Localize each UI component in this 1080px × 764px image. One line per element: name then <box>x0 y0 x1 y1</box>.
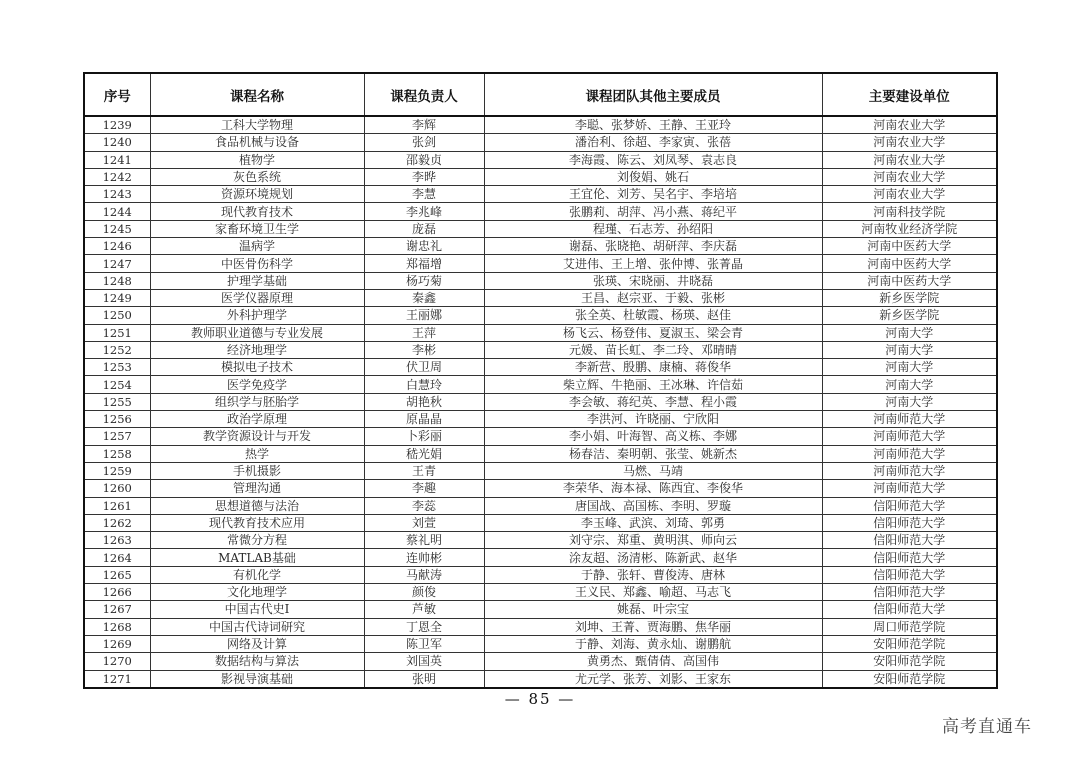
cell-index: 1258 <box>84 445 150 462</box>
table-row <box>84 116 997 134</box>
table-row <box>84 497 997 514</box>
cell-team-members: 李会敏、蒋纪英、李慧、程小霞 <box>484 393 822 410</box>
cell-index: 1267 <box>84 601 150 618</box>
cell-institution: 河南科技学院 <box>822 203 997 220</box>
cell-index: 1244 <box>84 203 150 220</box>
cell-team-members: 王义民、郑鑫、喻超、马志飞 <box>484 584 822 601</box>
table-row <box>84 462 997 479</box>
cell-index: 1271 <box>84 670 150 688</box>
table-row <box>84 549 997 566</box>
cell-team-members: 艾进伟、王上增、张仲博、张菁晶 <box>484 255 822 272</box>
cell-course-name: 常微分方程 <box>150 532 364 549</box>
cell-index: 1246 <box>84 238 150 255</box>
table-row <box>84 393 997 410</box>
header-course-name: 课程名称 <box>150 73 364 116</box>
cell-index: 1243 <box>84 186 150 203</box>
table-row <box>84 359 997 376</box>
cell-institution: 信阳师范大学 <box>822 514 997 531</box>
cell-team-members: 涂友超、汤清彬、陈新武、赵华 <box>484 549 822 566</box>
table-row <box>84 670 997 688</box>
cell-index: 1241 <box>84 151 150 168</box>
table-row <box>84 255 997 272</box>
cell-course-name: MATLAB基础 <box>150 549 364 566</box>
cell-index: 1261 <box>84 497 150 514</box>
cell-institution: 河南中医药大学 <box>822 238 997 255</box>
cell-institution: 河南师范大学 <box>822 462 997 479</box>
cell-institution: 河南中医药大学 <box>822 255 997 272</box>
cell-institution: 河南农业大学 <box>822 186 997 203</box>
table-row <box>84 411 997 428</box>
cell-course-lead: 杨巧菊 <box>364 272 484 289</box>
cell-course-lead: 嵇光娟 <box>364 445 484 462</box>
cell-course-name: 组织学与胚胎学 <box>150 393 364 410</box>
cell-institution: 河南大学 <box>822 359 997 376</box>
cell-index: 1265 <box>84 566 150 583</box>
cell-course-lead: 郑福增 <box>364 255 484 272</box>
cell-index: 1253 <box>84 359 150 376</box>
watermark-text: 高考直通车 <box>942 717 1032 737</box>
cell-course-name: 资源环境规划 <box>150 186 364 203</box>
cell-institution: 信阳师范大学 <box>822 532 997 549</box>
table-row <box>84 566 997 583</box>
cell-team-members: 张鹏莉、胡萍、冯小燕、蒋纪平 <box>484 203 822 220</box>
cell-index: 1263 <box>84 532 150 549</box>
table-row <box>84 324 997 341</box>
table-row <box>84 289 997 306</box>
cell-institution: 河南农业大学 <box>822 168 997 185</box>
cell-course-lead: 伏卫周 <box>364 359 484 376</box>
cell-team-members: 程瑾、石志芳、孙绍阳 <box>484 220 822 237</box>
cell-course-lead: 邵毅贞 <box>364 151 484 168</box>
cell-course-name: 植物学 <box>150 151 364 168</box>
table-row <box>84 618 997 635</box>
cell-course-name: 中国古代诗词研究 <box>150 618 364 635</box>
cell-index: 1248 <box>84 272 150 289</box>
course-table-container <box>83 72 998 689</box>
cell-team-members: 姚磊、叶宗宝 <box>484 601 822 618</box>
cell-course-name: 现代教育技术应用 <box>150 514 364 531</box>
cell-course-name: 医学免疫学 <box>150 376 364 393</box>
cell-course-lead: 颜俊 <box>364 584 484 601</box>
cell-course-name: 现代教育技术 <box>150 203 364 220</box>
table-row <box>84 203 997 220</box>
table-header <box>84 73 997 116</box>
cell-institution: 安阳师范学院 <box>822 635 997 652</box>
table-row <box>84 653 997 670</box>
cell-team-members: 李洪河、许晓丽、宁欣阳 <box>484 411 822 428</box>
table-row <box>84 635 997 652</box>
cell-institution: 河南农业大学 <box>822 134 997 151</box>
cell-course-lead: 丁恩全 <box>364 618 484 635</box>
cell-team-members: 刘俊娟、姚石 <box>484 168 822 185</box>
cell-team-members: 刘守宗、郑重、黄明淇、师向云 <box>484 532 822 549</box>
cell-team-members: 李海霞、陈云、刘凤琴、袁志良 <box>484 151 822 168</box>
header-course-lead: 课程负责人 <box>364 73 484 116</box>
cell-team-members: 马燃、马靖 <box>484 462 822 479</box>
cell-course-lead: 刘萱 <box>364 514 484 531</box>
cell-institution: 周口师范学院 <box>822 618 997 635</box>
cell-course-name: 影视导演基础 <box>150 670 364 688</box>
cell-course-lead: 芦敏 <box>364 601 484 618</box>
cell-course-name: 文化地理学 <box>150 584 364 601</box>
cell-index: 1256 <box>84 411 150 428</box>
cell-index: 1245 <box>84 220 150 237</box>
cell-course-lead: 李趣 <box>364 480 484 497</box>
table-row <box>84 341 997 358</box>
cell-course-name: 网络及计算 <box>150 635 364 652</box>
table-row <box>84 307 997 324</box>
table-row <box>84 601 997 618</box>
cell-course-name: 教学资源设计与开发 <box>150 428 364 445</box>
cell-course-name: 护理学基础 <box>150 272 364 289</box>
table-row <box>84 186 997 203</box>
cell-course-lead: 张明 <box>364 670 484 688</box>
cell-institution: 河南师范大学 <box>822 480 997 497</box>
cell-course-lead: 王萍 <box>364 324 484 341</box>
cell-course-name: 温病学 <box>150 238 364 255</box>
table-row <box>84 151 997 168</box>
cell-course-lead: 白慧玲 <box>364 376 484 393</box>
cell-institution: 河南师范大学 <box>822 428 997 445</box>
cell-course-name: 灰色系统 <box>150 168 364 185</box>
header-team-members: 课程团队其他主要成员 <box>484 73 822 116</box>
cell-index: 1262 <box>84 514 150 531</box>
cell-index: 1259 <box>84 462 150 479</box>
cell-course-lead: 谢忠礼 <box>364 238 484 255</box>
cell-institution: 安阳师范学院 <box>822 670 997 688</box>
cell-team-members: 张全英、杜敏霞、杨瑛、赵佳 <box>484 307 822 324</box>
table-row <box>84 428 997 445</box>
cell-course-name: 中国古代史I <box>150 601 364 618</box>
cell-institution: 河南师范大学 <box>822 445 997 462</box>
cell-team-members: 杨春洁、秦明朝、张莹、姚新杰 <box>484 445 822 462</box>
cell-team-members: 黄勇杰、甄倩倩、高国伟 <box>484 653 822 670</box>
cell-team-members: 李小娟、叶海智、高义栋、李娜 <box>484 428 822 445</box>
cell-institution: 河南牧业经济学院 <box>822 220 997 237</box>
cell-team-members: 王昌、赵宗亚、于毅、张彬 <box>484 289 822 306</box>
cell-course-lead: 王青 <box>364 462 484 479</box>
cell-course-lead: 李彬 <box>364 341 484 358</box>
cell-course-name: 手机摄影 <box>150 462 364 479</box>
cell-team-members: 于静、张轩、曹俊涛、唐林 <box>484 566 822 583</box>
cell-course-name: 医学仪器原理 <box>150 289 364 306</box>
cell-course-lead: 胡艳秋 <box>364 393 484 410</box>
cell-course-name: 中医骨伤科学 <box>150 255 364 272</box>
cell-institution: 河南大学 <box>822 393 997 410</box>
cell-index: 1260 <box>84 480 150 497</box>
cell-course-name: 模拟电子技术 <box>150 359 364 376</box>
cell-institution: 河南师范大学 <box>822 411 997 428</box>
cell-institution: 信阳师范大学 <box>822 549 997 566</box>
cell-index: 1251 <box>84 324 150 341</box>
cell-institution: 信阳师范大学 <box>822 497 997 514</box>
cell-team-members: 谢磊、张晓艳、胡研萍、李庆磊 <box>484 238 822 255</box>
cell-team-members: 刘坤、王菁、贾海鹏、焦华丽 <box>484 618 822 635</box>
table-row <box>84 480 997 497</box>
cell-course-lead: 张剑 <box>364 134 484 151</box>
table-row <box>84 168 997 185</box>
table-row <box>84 220 997 237</box>
cell-team-members: 李玉峰、武滨、刘琦、郭勇 <box>484 514 822 531</box>
cell-team-members: 张瑛、宋晓丽、井晓磊 <box>484 272 822 289</box>
cell-course-lead: 原晶晶 <box>364 411 484 428</box>
cell-course-name: 政治学原理 <box>150 411 364 428</box>
cell-index: 1264 <box>84 549 150 566</box>
cell-team-members: 尤元学、张芳、刘影、王家东 <box>484 670 822 688</box>
cell-index: 1247 <box>84 255 150 272</box>
header-index: 序号 <box>84 73 150 116</box>
cell-course-name: 家畜环境卫生学 <box>150 220 364 237</box>
cell-course-name: 思想道德与法治 <box>150 497 364 514</box>
course-table <box>83 72 998 689</box>
cell-institution: 河南农业大学 <box>822 116 997 134</box>
cell-institution: 新乡医学院 <box>822 307 997 324</box>
cell-team-members: 唐国战、高国栋、李明、罗璇 <box>484 497 822 514</box>
cell-index: 1254 <box>84 376 150 393</box>
cell-course-name: 热学 <box>150 445 364 462</box>
cell-index: 1255 <box>84 393 150 410</box>
cell-course-lead: 陈卫军 <box>364 635 484 652</box>
cell-institution: 河南大学 <box>822 376 997 393</box>
cell-institution: 河南中医药大学 <box>822 272 997 289</box>
cell-team-members: 元媛、苗长虹、李二玲、邓晴晴 <box>484 341 822 358</box>
header-institution: 主要建设单位 <box>822 73 997 116</box>
cell-index: 1257 <box>84 428 150 445</box>
table-row <box>84 134 997 151</box>
cell-index: 1266 <box>84 584 150 601</box>
cell-course-lead: 马献涛 <box>364 566 484 583</box>
cell-institution: 信阳师范大学 <box>822 601 997 618</box>
cell-index: 1240 <box>84 134 150 151</box>
cell-course-name: 数据结构与算法 <box>150 653 364 670</box>
table-row <box>84 584 997 601</box>
cell-team-members: 王宜伦、刘芳、吴名宇、李培培 <box>484 186 822 203</box>
cell-course-lead: 王丽娜 <box>364 307 484 324</box>
cell-course-lead: 刘国英 <box>364 653 484 670</box>
cell-course-name: 外科护理学 <box>150 307 364 324</box>
cell-course-lead: 李辉 <box>364 116 484 134</box>
table-row <box>84 238 997 255</box>
cell-index: 1269 <box>84 635 150 652</box>
cell-course-lead: 庞磊 <box>364 220 484 237</box>
cell-institution: 河南大学 <box>822 324 997 341</box>
cell-index: 1249 <box>84 289 150 306</box>
table-row <box>84 445 997 462</box>
table-row <box>84 514 997 531</box>
cell-institution: 安阳师范学院 <box>822 653 997 670</box>
cell-course-lead: 蔡礼明 <box>364 532 484 549</box>
cell-team-members: 李荣华、海本禄、陈西宜、李俊华 <box>484 480 822 497</box>
cell-index: 1242 <box>84 168 150 185</box>
table-body <box>84 116 997 688</box>
cell-course-lead: 李蕊 <box>364 497 484 514</box>
page-number: — 85 — <box>504 690 576 708</box>
cell-team-members: 于静、刘海、黄永灿、谢鹏航 <box>484 635 822 652</box>
cell-course-name: 经济地理学 <box>150 341 364 358</box>
cell-team-members: 李聪、张梦娇、王静、王亚玲 <box>484 116 822 134</box>
cell-course-lead: 连帅彬 <box>364 549 484 566</box>
cell-course-lead: 李晔 <box>364 168 484 185</box>
cell-course-lead: 李兆峰 <box>364 203 484 220</box>
cell-course-name: 有机化学 <box>150 566 364 583</box>
cell-team-members: 李新营、殷鹏、康楠、蒋俊华 <box>484 359 822 376</box>
cell-course-name: 食品机械与设备 <box>150 134 364 151</box>
cell-index: 1252 <box>84 341 150 358</box>
table-row <box>84 272 997 289</box>
cell-index: 1250 <box>84 307 150 324</box>
cell-index: 1268 <box>84 618 150 635</box>
cell-institution: 河南农业大学 <box>822 151 997 168</box>
cell-team-members: 柴立辉、牛艳丽、王冰琳、许信茹 <box>484 376 822 393</box>
cell-course-lead: 卜彩丽 <box>364 428 484 445</box>
table-row <box>84 532 997 549</box>
cell-course-name: 工科大学物理 <box>150 116 364 134</box>
cell-institution: 新乡医学院 <box>822 289 997 306</box>
cell-course-lead: 李慧 <box>364 186 484 203</box>
table-row <box>84 376 997 393</box>
cell-course-name: 管理沟通 <box>150 480 364 497</box>
cell-course-lead: 秦鑫 <box>364 289 484 306</box>
cell-institution: 河南大学 <box>822 341 997 358</box>
cell-institution: 信阳师范大学 <box>822 584 997 601</box>
cell-team-members: 杨飞云、杨登伟、夏淑玉、梁会青 <box>484 324 822 341</box>
cell-index: 1239 <box>84 116 150 134</box>
cell-index: 1270 <box>84 653 150 670</box>
cell-course-name: 教师职业道德与专业发展 <box>150 324 364 341</box>
cell-team-members: 潘治利、徐超、李家寅、张蓓 <box>484 134 822 151</box>
cell-institution: 信阳师范大学 <box>822 566 997 583</box>
